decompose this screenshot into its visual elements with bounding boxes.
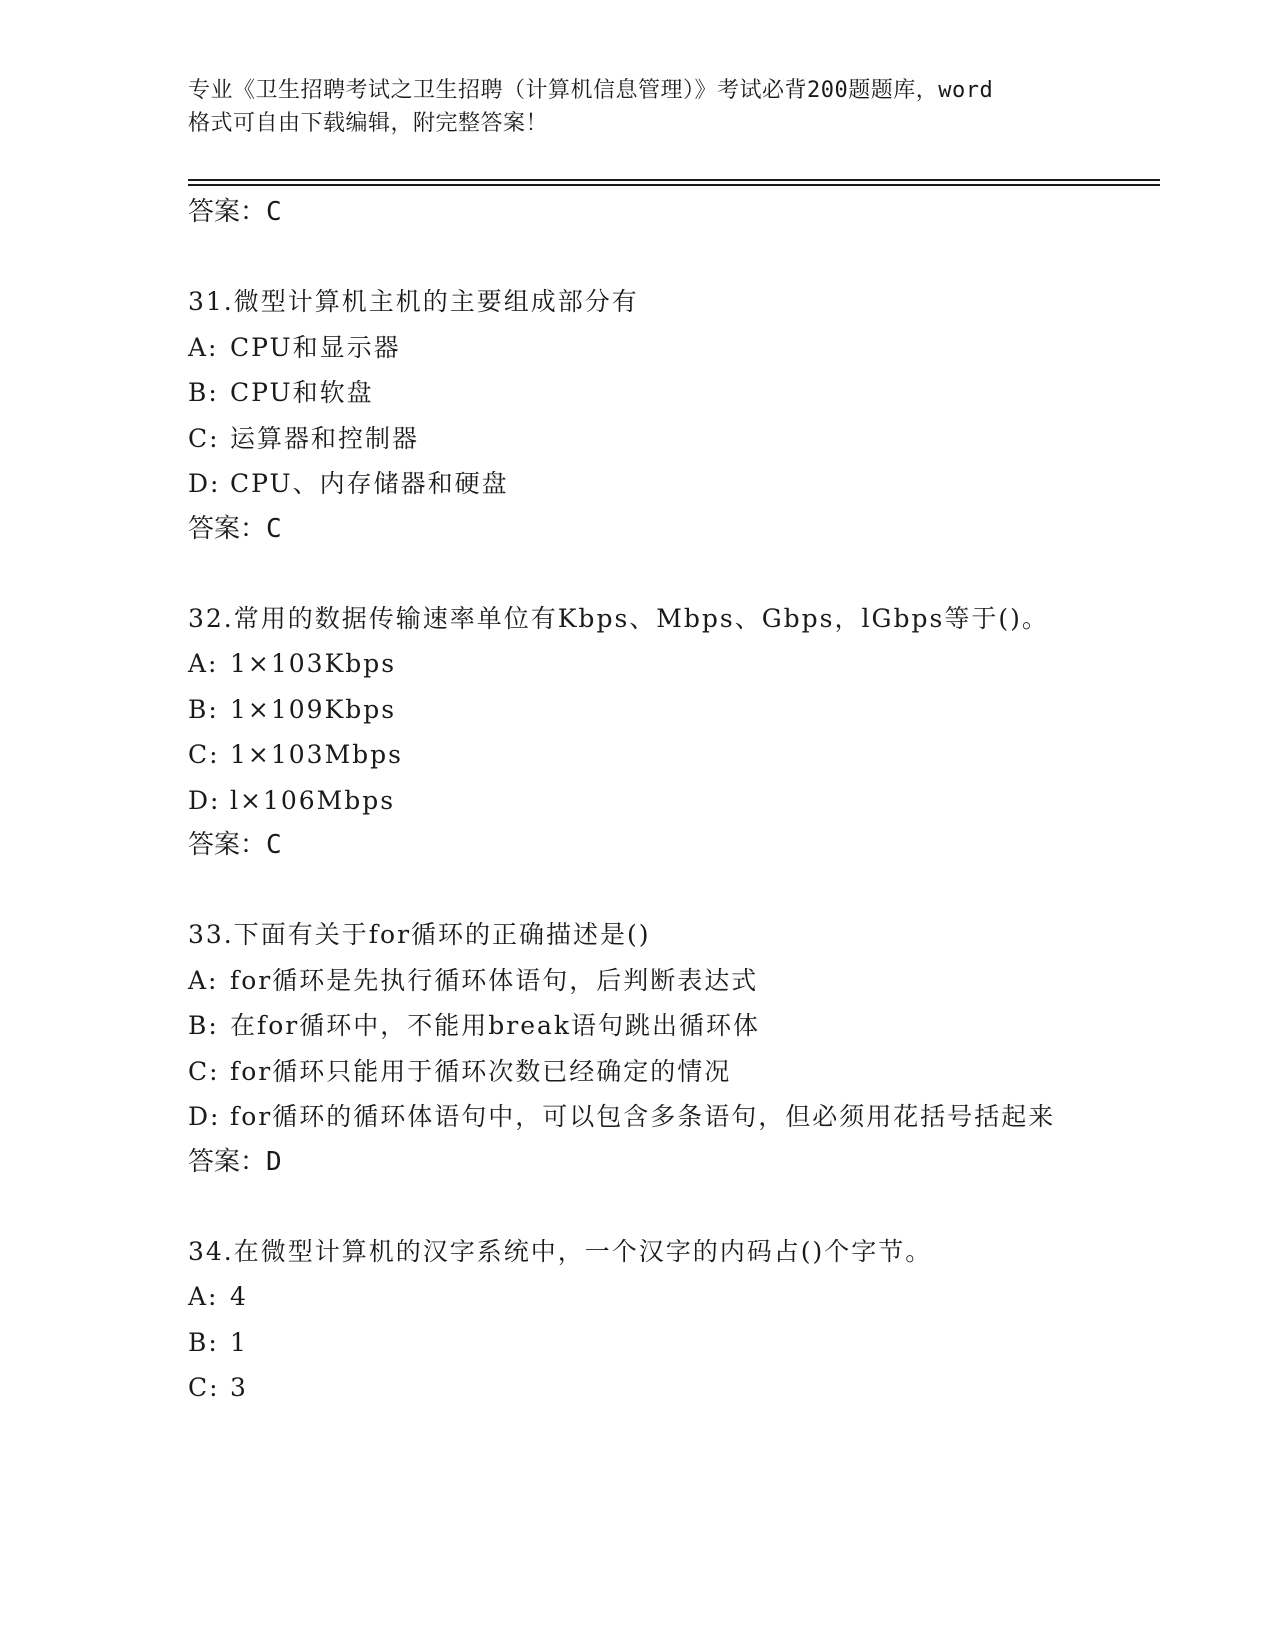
option-text: for循环的循环体语句中，可以包含多条语句，但必须用花括号括起来 <box>230 1102 1056 1131</box>
option-text: for循环只能用于循环次数已经确定的情况 <box>230 1056 732 1086</box>
option-d <box>188 461 1088 507</box>
option-label: C: <box>188 740 220 769</box>
option-c <box>188 1049 1088 1095</box>
option-text: 1×103Kbps <box>230 649 397 678</box>
question-stem: 33.下面有关于for循环的正确描述是() <box>188 920 651 949</box>
question-stem: 31.微型计算机主机的主要组成部分有 <box>188 287 639 316</box>
option-c <box>188 416 1088 462</box>
option-text: 1 <box>230 1327 248 1357</box>
option-text: 1×109Kbps <box>230 694 397 724</box>
option-text: 3 <box>230 1373 248 1402</box>
option-label: C: <box>188 1056 220 1086</box>
option-c <box>188 1365 1088 1411</box>
option-text: 4 <box>230 1282 248 1311</box>
header-divider-top <box>188 179 1160 181</box>
option-c <box>188 732 1088 778</box>
option-text: 运算器和控制器 <box>230 423 420 453</box>
question-stem: 32.常用的数据传输速率单位有Kbps、Mbps、Gbps，lGbps等于()。 <box>188 603 1049 633</box>
option-label: D: <box>188 1102 221 1131</box>
option-a <box>188 641 1088 687</box>
option-b <box>188 1320 1088 1366</box>
option-text: 1×103Mbps <box>230 740 404 769</box>
option-b <box>188 1003 1088 1049</box>
option-a <box>188 1274 1088 1320</box>
option-label: B: <box>188 1327 219 1357</box>
header-line-2: 格式可自由下载编辑，附完整答案！ <box>188 111 549 136</box>
option-text: for循环是先执行循环体语句，后判断表达式 <box>230 965 759 995</box>
option-a <box>188 958 1088 1004</box>
option-text: CPU和软盘 <box>230 378 374 407</box>
option-label: B: <box>188 1011 219 1040</box>
option-label: D: <box>188 785 221 815</box>
answer-line: 答案：C <box>188 513 282 544</box>
answer-line: 答案：C <box>188 197 282 227</box>
option-label: B: <box>188 694 219 724</box>
option-label: A: <box>188 649 219 678</box>
option-label: C: <box>188 1373 220 1402</box>
question-31 <box>188 279 1088 552</box>
option-d <box>188 778 1088 824</box>
header-divider-bottom <box>188 184 1160 186</box>
document-header <box>188 74 1088 140</box>
option-text: l×106Mbps <box>230 785 396 815</box>
question-33 <box>188 912 1088 1185</box>
option-b <box>188 370 1088 416</box>
answer-line: 答案：D <box>188 1146 282 1177</box>
option-d <box>188 1094 1068 1140</box>
option-label: A: <box>188 965 219 995</box>
question-stem: 34.在微型计算机的汉字系统中，一个汉字的内码占()个字节。 <box>188 1236 933 1266</box>
option-label: A: <box>188 332 219 362</box>
option-label: C: <box>188 423 220 453</box>
option-label: D: <box>188 469 221 498</box>
option-text: CPU、内存储器和硬盘 <box>230 469 509 498</box>
answer-line: 答案：C <box>188 830 282 860</box>
question-34 <box>188 1229 1088 1411</box>
question-32 <box>188 596 1088 869</box>
option-text: 在for循环中，不能用break语句跳出循环体 <box>230 1011 761 1040</box>
option-label: A: <box>188 1282 219 1311</box>
header-line-1: 专业《卫生招聘考试之卫生招聘（计算机信息管理）》考试必背200题题库，word <box>188 78 994 103</box>
question-list <box>188 190 1088 1411</box>
option-a <box>188 325 1088 371</box>
option-text: CPU和显示器 <box>230 332 401 362</box>
option-b <box>188 687 1088 733</box>
option-label: B: <box>188 378 219 407</box>
